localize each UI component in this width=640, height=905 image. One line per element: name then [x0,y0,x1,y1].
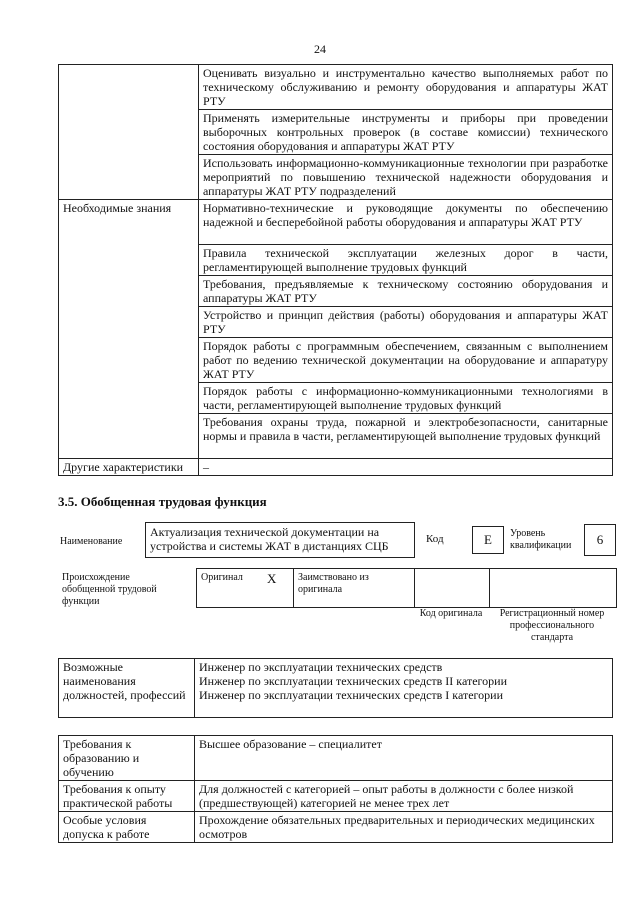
positions-list [195,659,613,718]
function-name-value: Актуализация технической документации на устройства и системы ЖАТ в дистанциях СЦБ [150,525,389,553]
position-item: Инженер по эксплуатации технических средств II категории [199,674,507,688]
positions-label: Возможные наименования должностей, профессий [59,659,195,718]
other-characteristics-label: Другие характеристики [59,459,199,476]
requirements-table [58,735,613,843]
section-title: 3.5. Обобщенная трудовая функция [58,494,267,509]
origin-original-box [196,568,294,608]
skills-knowledge-table [58,64,613,476]
table-row [59,659,613,718]
knowledge-item: Нормативно-технические и руководящие документы по обеспечению надежной и бесперебойной работы оборудования и аппаратуры ЖАТ РТУ [199,200,613,245]
origin-label: Происхождение обобщенной трудовой функции [62,572,157,607]
requirement-value: Для должностей с категорией – опыт работы в должности с более низкой (предшествующей) категорией не менее трех лет [195,781,613,812]
page-number: 24 [314,42,326,56]
knowledge-item: Порядок работы с информационно-коммуникационными технологиями в части, регламентирующей выполнение трудовых функций [199,383,613,414]
positions-table [58,658,613,718]
table-row [59,200,613,245]
code-value: E [472,526,504,554]
table-row [59,459,613,476]
requirement-label: Особые условия допуска к работе [59,812,195,843]
code-label: Код [426,533,444,545]
skill-item: Оценивать визуально и инструментально качество выполняемых работ по техническому обслуживанию и ремонту оборудования и аппаратуры ЖАТ РТУ [199,65,613,110]
requirement-label: Требования к опыту практической работы [59,781,195,812]
reg-number-label: Регистрационный номер профессионального стандарта [499,608,605,643]
knowledge-item: Порядок работы с программным обеспечением, связанным с выполнением работ по ведению технической документации на оборудование и аппаратуру ЖАТ РТУ [199,338,613,383]
requirement-value: Высшее образование – специалитет [195,736,613,781]
original-label: Оригинал [201,572,243,583]
position-item: Инженер по эксплуатации технических средств I категории [199,688,504,702]
knowledge-item: Требования охраны труда, пожарной и электробезопасности, санитарные нормы и правила в части, регламентирующей выполнение трудовых функций [199,414,613,459]
table-cell-empty [59,65,199,200]
original-mark: X [267,571,277,586]
knowledge-item: Требования, предъявляемые к техническому состоянию оборудования и аппаратуры ЖАТ РТУ [199,276,613,307]
origin-borrowed-box [293,568,415,608]
position-item: Инженер по эксплуатации технических средств [199,660,443,674]
other-characteristics-value: – [199,459,613,476]
table-row [59,736,613,781]
code-original-label: Код оригинала [419,608,483,619]
skill-item: Применять измерительные инструменты и приборы при проведении выборочных контрольных проверок (в составе комиссии) технического состояния оборудования и аппаратуры ЖАТ РТУ [199,110,613,155]
requirement-value: Прохождение обязательных предварительных и периодических медицинских осмотров [195,812,613,843]
table-row [59,812,613,843]
name-label: Наименование [60,536,123,547]
skill-item: Использовать информационно-коммуникационные технологии при разработке мероприятий по повышению технической надежности оборудования и аппаратуры ЖАТ РТУ подразделений [199,155,613,200]
code-original-box [414,568,490,608]
borrowed-label: Заимствовано из оригинала [298,572,369,595]
requirement-label: Требования к образованию и обучению [59,736,195,781]
knowledge-item: Правила технической эксплуатации железных дорог в части, регламентирующей выполнение трудовых функций [199,245,613,276]
level-value: 6 [584,524,616,556]
table-row [59,65,613,110]
table-row [59,781,613,812]
reg-number-box [489,568,617,608]
knowledge-item: Устройство и принцип действия (работы) оборудования и аппаратуры ЖАТ РТУ [199,307,613,338]
level-label: Уровень квалификации [510,528,572,551]
function-name-box [145,522,415,558]
knowledge-label: Необходимые знания [59,200,199,459]
